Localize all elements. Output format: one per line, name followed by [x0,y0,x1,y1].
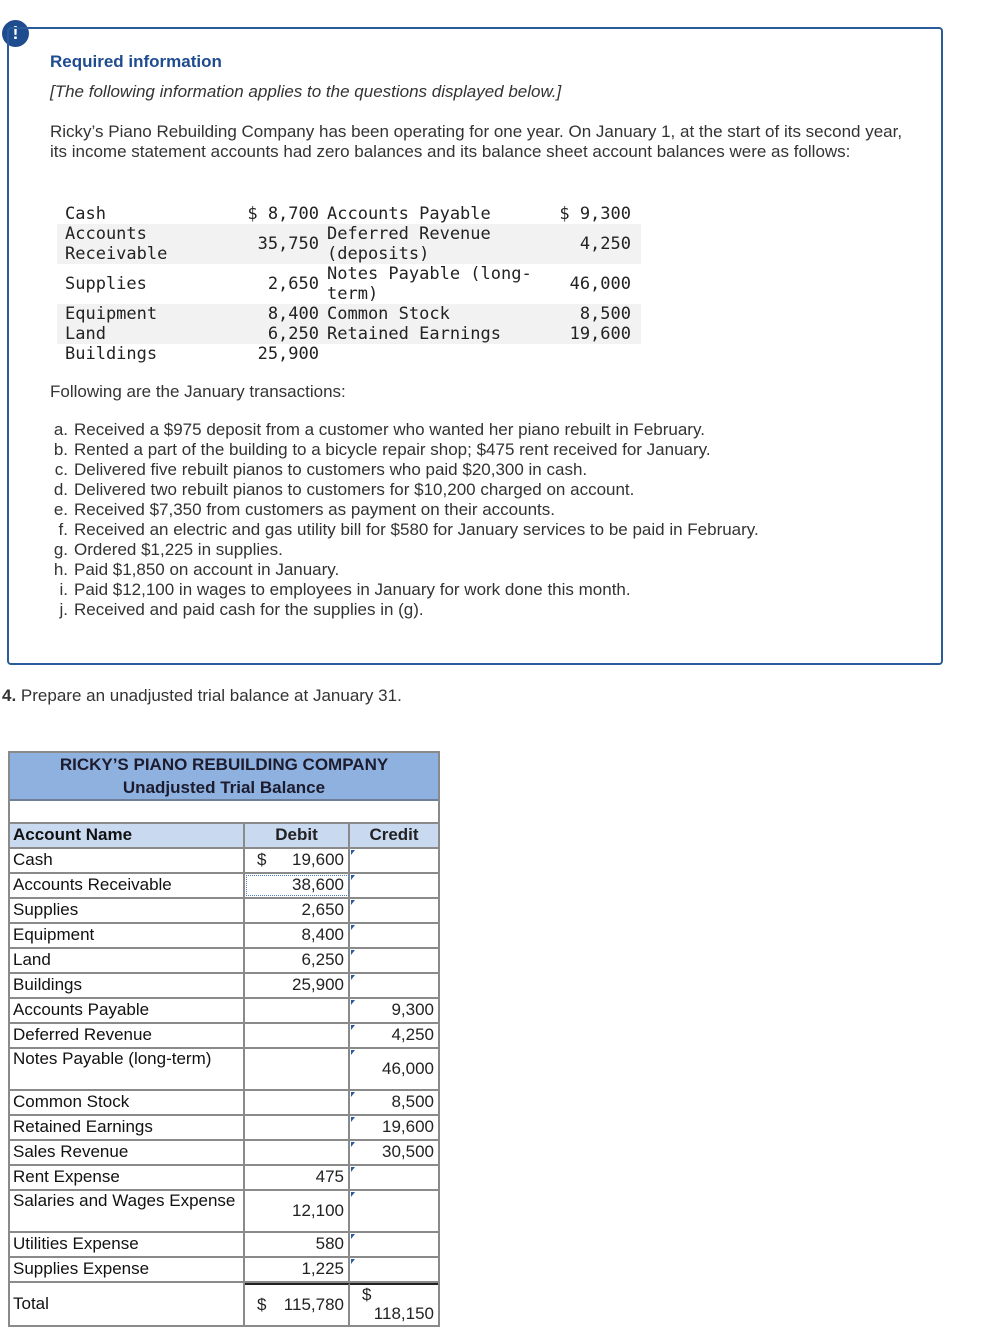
cell-marker-icon [351,950,355,955]
transaction-item [44,580,759,600]
account-name-cell[interactable]: Rent Expense [10,1166,245,1189]
account-name-cell[interactable]: Buildings [10,974,245,997]
cell-marker-icon [351,1092,355,1097]
date-row [10,801,438,824]
debit-value: 2,650 [301,900,344,919]
credit-cell[interactable] [350,1258,438,1281]
trial-balance-row [10,874,438,899]
credit-value: 46,000 [382,1059,434,1078]
account-name-cell[interactable]: Land [10,949,245,972]
credit-value: 8,500 [391,1092,434,1111]
transaction-text: Paid $1,850 on account in January. [74,560,340,579]
debit-cell[interactable] [245,1049,350,1089]
trial-balance-row [10,1091,438,1116]
left-account-value: 25,900 [257,344,319,364]
credit-cell[interactable] [350,1191,438,1231]
trial-balance-row [10,1233,438,1258]
cell-marker-icon [351,1117,355,1122]
transaction-letter: g. [53,540,68,559]
cell-marker-icon [351,900,355,905]
balance-row [57,304,641,324]
right-account-value: 4,250 [549,224,641,264]
credit-cell[interactable] [350,1049,438,1089]
transaction-item [44,440,759,460]
debit-value: 25,900 [292,975,344,994]
required-information-heading: Required information [50,52,222,71]
debit-value: 1,225 [301,1259,344,1278]
debit-value: 38,600 [292,875,344,894]
credit-cell[interactable] [350,874,438,897]
cell-marker-icon [351,1142,355,1147]
transaction-letter: e. [53,500,68,519]
trial-balance-row [10,1116,438,1141]
credit-cell[interactable] [350,899,438,922]
dollar-sign: $ [362,1285,372,1304]
debit-value: 475 [315,1167,344,1186]
transaction-letter: h. [53,560,68,579]
cell-marker-icon [351,925,355,930]
credit-cell[interactable] [350,1116,438,1139]
applies-note: [The following information applies to the questions displayed below.] [50,82,562,101]
account-name-cell[interactable]: Deferred Revenue [10,1024,245,1047]
balance-row [57,204,641,224]
credit-cell[interactable] [350,949,438,972]
account-name-cell[interactable]: Sales Revenue [10,1141,245,1164]
total-debit-value: 115,780 [283,1295,344,1314]
transaction-text: Delivered five rebuilt pianos to customers who paid $20,300 in cash. [74,460,588,479]
transaction-text: Received $7,350 from customers as payment on their accounts. [74,500,555,519]
transaction-text: Received and paid cash for the supplies in (g). [74,600,424,619]
transaction-text: Delivered two rebuilt pianos to customers for $10,200 charged on account. [74,480,635,499]
right-account-name: Deferred Revenue (deposits) [327,224,549,264]
balance-row [57,264,641,304]
transaction-item [44,460,759,480]
transaction-text: Rented a part of the building to a bicycle repair shop; $475 rent received for January. [74,440,711,459]
debit-cell[interactable] [245,874,350,897]
transaction-item [44,520,759,540]
column-header-row [10,824,438,849]
debit-cell[interactable] [245,1258,350,1281]
account-name-cell[interactable]: Retained Earnings [10,1116,245,1139]
credit-value: 19,600 [382,1117,434,1136]
account-name-cell[interactable]: Accounts Receivable [10,874,245,897]
right-account-name: Retained Earnings [327,324,549,344]
trial-balance-row [10,974,438,999]
question-number: 4. [2,686,17,705]
debit-value: 12,100 [292,1201,344,1220]
account-name-cell[interactable]: Cash [10,849,245,872]
transaction-letter: d. [53,480,68,499]
left-account-name: Supplies [65,274,147,294]
question [2,686,402,706]
total-label: Total [10,1283,245,1325]
transactions-list [44,420,759,620]
right-account-value: $ 9,300 [559,204,631,224]
company-name: RICKY’S PIANO REBUILDING COMPANY [59,755,389,774]
cell-marker-icon [351,1167,355,1172]
right-account-value: 46,000 [569,274,631,294]
dollar-sign: $ [257,850,267,869]
debit-value: 580 [315,1234,344,1253]
debit-cell[interactable] [245,849,350,872]
trial-balance-row [10,1141,438,1166]
debit-cell[interactable] [245,899,350,922]
account-name-cell[interactable]: Utilities Expense [10,1233,245,1256]
debit-cell[interactable] [245,924,350,947]
transaction-item [44,560,759,580]
trial-balance-row [10,849,438,874]
account-name-header: Account Name [10,824,245,847]
total-row [10,1283,438,1325]
trial-balance-header [10,753,438,801]
cell-marker-icon [351,1000,355,1005]
left-account-value: 8,400 [237,304,327,324]
credit-cell[interactable] [350,924,438,947]
alert-icon: ! [2,20,29,47]
left-account-name: Accounts Receivable [57,224,237,264]
left-account-name: Equipment [57,304,237,324]
credit-cell[interactable] [350,1141,438,1164]
total-debit-cell[interactable] [245,1283,350,1325]
debit-cell[interactable] [245,949,350,972]
intro-paragraph: Ricky’s Piano Rebuilding Company has been operating for one year. On January 1, at the start of its second year, its income statement accounts had zero balances and its balance sheet account balances were as follows: [50,122,903,161]
left-account-value: $ 8,700 [247,204,319,224]
account-name-cell[interactable]: Supplies Expense [10,1258,245,1281]
account-name-cell[interactable]: Notes Payable (long-term) [10,1049,245,1089]
transaction-item [44,420,759,440]
trial-balance-row [10,1024,438,1049]
trial-balance-table [8,751,440,1327]
debit-cell[interactable] [245,999,350,1022]
transaction-item [44,500,759,520]
trial-balance-row [10,1166,438,1191]
trial-balance-row [10,1191,438,1233]
debit-cell[interactable] [245,1116,350,1139]
credit-value: 30,500 [382,1142,434,1161]
debit-cell[interactable] [245,1166,350,1189]
opening-balances-table [57,204,641,364]
debit-cell[interactable] [245,1024,350,1047]
cell-marker-icon [351,1259,355,1264]
total-credit-cell[interactable] [350,1283,438,1325]
cell-marker-icon [351,875,355,880]
balance-row [57,324,641,344]
transaction-item [44,600,759,620]
cell-marker-icon [351,1025,355,1030]
trial-balance-row [10,1049,438,1091]
left-account-value: 35,750 [237,224,327,264]
right-account-name: Common Stock [327,304,549,324]
debit-cell[interactable] [245,1191,350,1231]
right-account-name [327,344,549,364]
transaction-text: Paid $12,100 in wages to employees in January for work done this month. [74,580,631,599]
transaction-letter: a. [53,420,68,439]
transaction-letter: f. [58,520,68,539]
balance-row [57,224,641,264]
cell-marker-icon [351,1192,355,1197]
credit-header: Credit [369,825,419,844]
transaction-letter: b. [53,440,68,459]
debit-value: 6,250 [301,950,344,969]
credit-value: 4,250 [391,1025,434,1044]
right-account-value: 8,500 [549,304,641,324]
left-account-value: 6,250 [237,324,327,344]
transaction-item [44,540,759,560]
trial-balance-title: Unadjusted Trial Balance [122,778,326,797]
trial-balance-row [10,949,438,974]
right-account-name: Notes Payable (long-term) [327,264,532,304]
question-text: Prepare an unadjusted trial balance at January 31. [20,686,402,705]
trial-balance-row [10,999,438,1024]
cell-marker-icon [351,1234,355,1239]
transaction-text: Received an electric and gas utility bill for $580 for January services to be paid in February. [74,520,759,539]
account-name-cell[interactable]: Equipment [10,924,245,947]
debit-cell[interactable] [245,1233,350,1256]
account-name-cell[interactable]: Accounts Payable [10,999,245,1022]
credit-cell[interactable] [350,1091,438,1114]
transactions-intro: Following are the January transactions: [50,382,346,401]
dollar-sign: $ [257,1295,267,1314]
right-account-value [549,344,641,364]
credit-cell[interactable] [350,1166,438,1189]
total-credit-value: 118,150 [373,1304,434,1323]
account-name-cell[interactable]: Salaries and Wages Expense [10,1191,245,1231]
left-account-name: Land [57,324,237,344]
debit-value: 8,400 [301,925,344,944]
account-name-cell[interactable]: Supplies [10,899,245,922]
trial-balance-row [10,1258,438,1283]
transaction-text: Ordered $1,225 in supplies. [74,540,283,559]
transaction-letter: j. [59,600,68,619]
credit-cell[interactable] [350,974,438,997]
transaction-letter: i. [59,580,68,599]
left-account-name: Cash [65,204,106,224]
cell-marker-icon [351,850,355,855]
debit-header: Debit [245,824,350,847]
credit-value: 9,300 [391,1000,434,1019]
balance-row [57,344,641,364]
credit-cell[interactable] [350,1233,438,1256]
left-account-value: 2,650 [267,274,319,294]
debit-cell[interactable] [245,974,350,997]
debit-cell[interactable] [245,1091,350,1114]
left-account-name: Buildings [65,344,158,364]
trial-balance-row [10,899,438,924]
credit-cell[interactable] [350,999,438,1022]
right-account-value: 19,600 [549,324,641,344]
transaction-letter: c. [54,460,68,479]
debit-cell[interactable] [245,1141,350,1164]
trial-balance-row [10,924,438,949]
credit-cell[interactable] [350,1024,438,1047]
cell-marker-icon [351,1050,355,1055]
debit-value: 19,600 [292,850,344,869]
cell-marker-icon [351,975,355,980]
account-name-cell[interactable]: Common Stock [10,1091,245,1114]
transaction-text: Received a $975 deposit from a customer who wanted her piano rebuilt in February. [74,420,705,439]
right-account-name: Accounts Payable [327,204,491,224]
credit-cell[interactable] [350,849,438,872]
transaction-item [44,480,759,500]
